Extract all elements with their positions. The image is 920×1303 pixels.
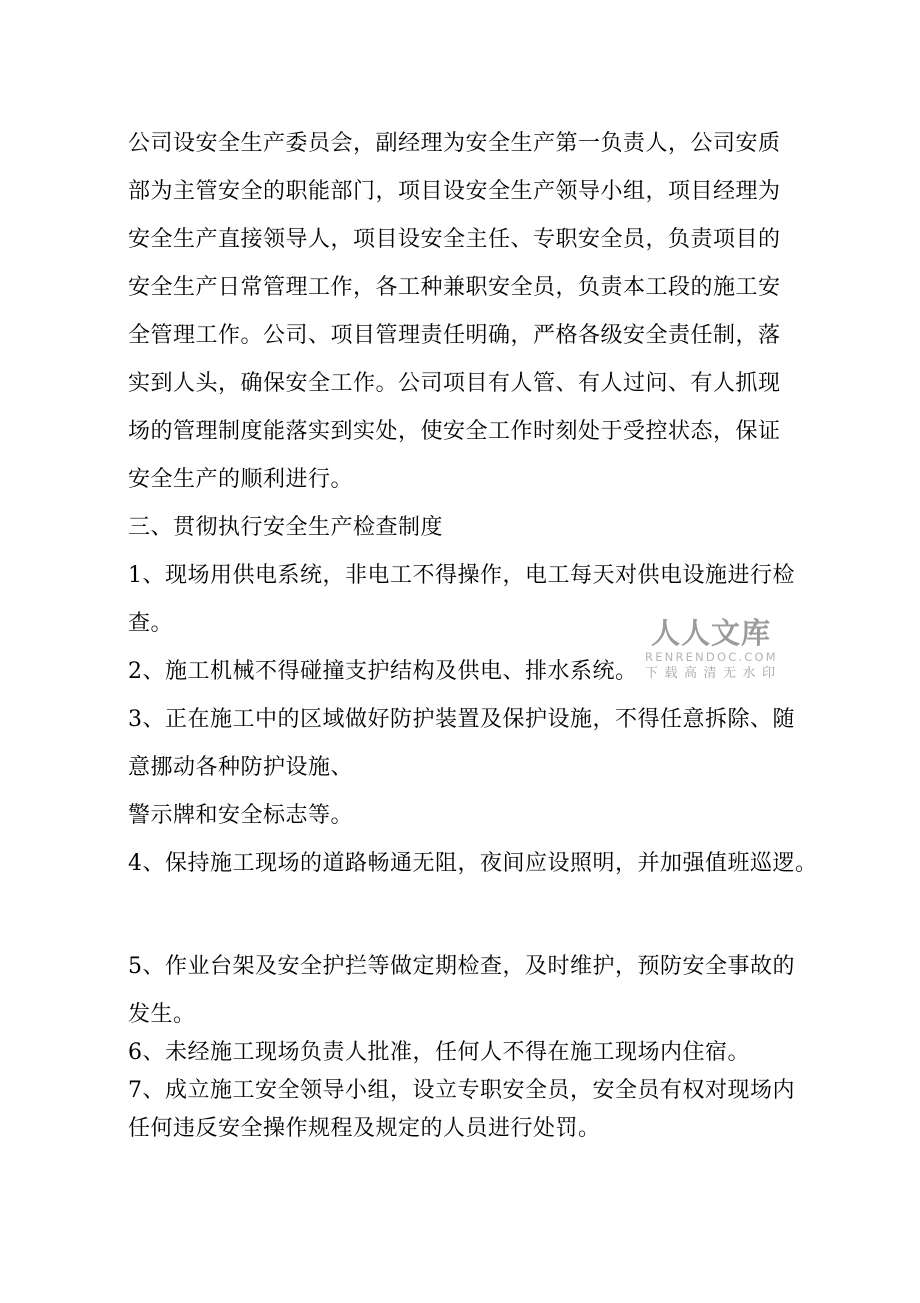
- numbered-item-4: [128, 840, 818, 888]
- text-line: 2、施工机械不得碰撞支护结构及供电、排水系统。: [128, 659, 638, 684]
- text-line: 部为主管安全的职能部门，项目设安全生产领导小组，项目经理为: [128, 179, 781, 204]
- numbered-item-3: [128, 696, 798, 840]
- numbered-item-5: [128, 943, 798, 1039]
- text-line: 查。: [128, 611, 174, 636]
- text-line: 6、未经施工现场负责人批准，任何人不得在施工现场内住宿。: [128, 1040, 750, 1065]
- section-heading: 三、贯彻执行安全生产检查制度: [128, 515, 444, 540]
- text-line: 安全生产日常管理工作，各工种兼职安全员，负责本工段的施工安: [128, 275, 781, 300]
- text-line: 警示牌和安全标志等。: [128, 803, 354, 828]
- text-line: 实到人头，确保安全工作。公司项目有人管、有人过问、有人抓现: [128, 371, 781, 396]
- renrendoc-logo-text: 人人文库: [650, 616, 771, 650]
- text-line: 4、保持施工现场的道路畅通无阻，夜间应设照明，并加强值班巡逻。: [128, 851, 818, 876]
- text-line: 场的管理制度能落实到实处，使安全工作时刻处于受控状态，保证: [128, 419, 781, 444]
- text-line: 全管理工作。公司、项目管理责任明确，严格各级安全责任制，落: [128, 323, 781, 348]
- text-line: 5、作业台架及安全护拦等做定期检查，及时维护，预防安全事故的: [128, 954, 795, 979]
- text-line: 7、成立施工安全领导小组，设立专职安全员，安全员有权对现场内: [128, 1078, 795, 1103]
- renrendoc-domain-text: RENRENDOC.COM: [645, 650, 778, 664]
- renrendoc-tagline-text: 下载高清无水印: [645, 666, 782, 681]
- text-line: 3、正在施工中的区域做好防护装置及保护设施，不得任意拆除、随: [128, 707, 795, 732]
- text-line: 意挪动各种防护设施、: [128, 755, 354, 780]
- text-line: 发生。: [128, 1002, 196, 1027]
- text-line: 任何违反安全操作规程及规定的人员进行处罚。: [128, 1116, 601, 1141]
- numbered-item-7: [128, 1067, 798, 1153]
- text-line: 1、现场用供电系统，非电工不得操作，电工每天对供电设施进行检: [128, 563, 795, 588]
- text-line: 安全生产直接领导人，项目设安全主任、专职安全员，负责项目的: [128, 227, 781, 252]
- text-line: 公司设安全生产委员会，副经理为安全生产第一负责人，公司安质: [128, 131, 781, 156]
- renrendoc-watermark: [645, 616, 782, 681]
- text-line: 安全生产的顺利进行。: [128, 467, 354, 492]
- opening-paragraph: [128, 120, 798, 504]
